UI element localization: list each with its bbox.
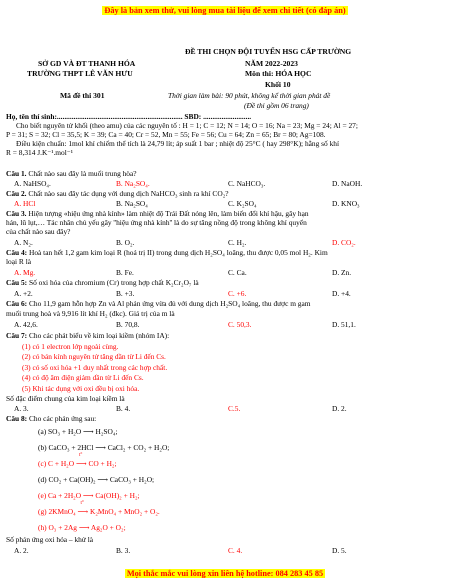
q5-option-a: A. +2. [14,289,33,298]
q1-option-c: C. NaHCO₃. [228,179,266,188]
arrow-icon: ⟶ [76,523,91,532]
preview-banner: Đây là bản xem thử, vui lòng mua tài liệu để xem chi tiết (có đáp án) [104,6,346,15]
q2-option-c: C. K₂SO₄ [228,199,257,208]
exam-title: ĐỀ THI CHỌN ĐỘI TUYỂN HSG CẤP TRƯỜNG [185,47,352,56]
q7-option-b: B. 4. [116,404,131,413]
q7-statement-2: (2) có bán kính nguyên tử tăng dần từ Li đến Cs. [22,352,166,361]
page-count: (Đề thi gồm 06 trang) [244,101,309,110]
school-year: NĂM 2022-2023 [245,59,298,68]
question-6-line-2: muối trung hoà và 9,916 lít khí H₂ (đkc). Giá trị của m là [6,309,175,318]
q7-statement-3: (3) có số oxi hóa +1 duy nhất trong các hợp chất. [22,363,168,372]
q4-option-b: B. Fe. [116,268,134,277]
candidate-line: Họ, tên thí sinh:.................................................................... SBD: .......................... [6,112,252,121]
reaction-d: (d) CO₂ + Ca(OH)₂ ⟶ CaCO₃ + H₂O; [38,475,155,484]
q5-option-b: B. +3. [116,289,135,298]
reaction-c: (c) C + H₂O t° ⟶ CO + H₂; [38,453,117,468]
q6-option-b: B. 70,8. [116,320,140,329]
arrow-icon: ⟶ [81,427,96,436]
q4-option-d: D. Zn. [332,268,352,277]
question-7: Câu 7: Cho các phát biểu về kim loại kiềm (nhóm IA): [6,331,170,340]
q6-option-a: A. 42,6. [14,320,38,329]
q3-option-c: C. H₂. [228,238,247,247]
time-limit: Thời gian làm bài: 90 phút, không kể thời gian phát đề [168,91,331,100]
q2-option-d: D. KNO₃ [332,199,360,208]
q8-option-b: B. 3. [116,546,131,555]
hotline-banner: Mọi thắc mắc vui lòng xin liên hệ hotline: 084 283 45 85 [126,569,324,578]
reaction-b: (b) CaCO₃ + 2HCl ⟶ CaCl₂ + CO₂ + H₂O; [38,443,170,452]
q7-option-d: D. 2. [332,404,347,413]
question-5: Câu 5: Số oxi hóa của chromium (Cr) trong hợp chất K₂Cr₂O₇ là [6,278,199,287]
question-3: Câu 3. Hiện tượng «hiệu ứng nhà kính» làm nhiệt độ Trái Đất nóng lên, làm biến đổi khí hậu, gây hạn [6,209,309,218]
q3-option-d: D. CO₂. [332,238,356,247]
question-3-line-2: hán, lũ lụt,… Tác nhân chủ yếu gây ''hiệu ứng nhà kính'' là do sự tăng nồng độ trong không khí quyển [6,218,307,227]
question-4-line-2: loại R là [6,257,32,266]
question-4: Câu 4: Hoà tan hết 1,2 gam kim loại R (hoá trị II) trong dung dịch H₂SO₄ loãng, thu được 0,05 mol H₂. Kim [6,248,328,257]
q8-option-d: D. 5. [332,546,347,555]
subject: Môn thi: HÓA HỌC [245,69,312,78]
question-2: Câu 2. Chất nào sau đây tác dụng với dung dịch NaHCO₃ sinh ra khí CO₂? [6,189,229,198]
given-masses-1: Cho biết nguyên tử khối (theo amu) của các nguyên tố : H = 1; C = 12; N = 14; O = 16; Na = 23; Mg = 24; Al = 27; [16,121,358,130]
question-1: Câu 1. Chất nào sau đây là muối trung hòa? [6,169,137,178]
question-8-tail: Số phản ứng oxi hóa – khử là [6,535,94,544]
heat-arrow-icon: t° ⟶ [77,501,89,516]
q3-option-b: B. O₂. [116,238,135,247]
gas-constant: R = 8,314 J.K⁻¹.mol⁻¹ [6,148,73,157]
heat-arrow-icon: t° ⟶ [75,453,87,468]
standard-conditions: Điều kiện chuẩn: 1mol khí chiếm thể tích là 24,79 lít; áp suất 1 bar ; nhiệt độ 25°C ( hay 298°K); hằng số khí [16,139,340,148]
exam-code: Mã đề thi 301 [60,91,105,100]
grade: Khối 10 [265,80,291,89]
q7-option-c: C.5. [228,404,241,413]
q1-option-a: A. NaHSO₄. [14,179,51,188]
question-6: Câu 6: Cho 11,9 gam hỗn hợp Zn và Al phản ứng vừa đủ với dung dịch H₂SO₄ loãng, thu được m gam [6,299,311,308]
q6-option-d: D. 51,1. [332,320,356,329]
q5-option-c: C. +6. [228,289,247,298]
q7-option-a: A. 3. [14,404,29,413]
question-7-tail: Số đặc điểm chung của kim loại kiềm là [6,394,125,403]
q1-option-d: D. NaOH. [332,179,363,188]
reaction-e: (e) Ca + 2H₂O ⟶ Ca(OH)₂ + H₂; [38,491,140,500]
q4-option-a: A. Mg. [14,268,36,277]
question-3-line-3: của chất nào sau đây? [6,227,71,236]
q7-statement-5: (5) Khi tác dụng với oxi đều bị oxi hóa. [22,384,140,393]
arrow-icon: ⟶ [81,491,96,500]
school-name: TRƯỜNG THPT LÊ VĂN HƯU [27,69,133,78]
arrow-icon: ⟶ [93,443,108,452]
q8-option-c: C. 4. [228,546,243,555]
q8-option-a: A. 2. [14,546,29,555]
q4-option-c: C. Ca. [228,268,247,277]
q5-option-d: D. +4. [332,289,351,298]
reaction-a: (a) SO₃ + H₂O ⟶ H₂SO₄; [38,427,118,436]
q7-statement-4: (4) có độ âm điện giảm dần từ Li đến Cs. [22,373,144,382]
q2-option-b: B. Na₂SO₄ [116,199,148,208]
reaction-h: (h) O₃ + 2Ag ⟶ Ag₂O + O₂; [38,523,126,532]
q6-option-c: C. 50,3. [228,320,252,329]
q1-option-b: B. Na₂SO₄. [116,179,150,188]
q3-option-a: A. N₂. [14,238,33,247]
department: SỞ GD VÀ ĐT THANH HÓA [38,59,136,68]
q7-statement-1: (1) có 1 electron lớp ngoài cùng. [22,342,119,351]
reaction-g: (g) 2KMnO₄ t° ⟶ K₂MnO₄ + MnO₂ + O₂. [38,501,160,516]
given-masses-2: P = 31; S = 32; Cl = 35,5; K = 39; Ca = 40; Cr = 52, Mn = 55; Fe = 56; Cu = 64; Zn = 65; Br = 80; Ag=108. [6,130,326,139]
arrow-icon: ⟶ [95,475,110,484]
q2-option-a: A. HCl [14,199,36,208]
question-8: Câu 8: Cho các phản ứng sau: [6,414,97,423]
